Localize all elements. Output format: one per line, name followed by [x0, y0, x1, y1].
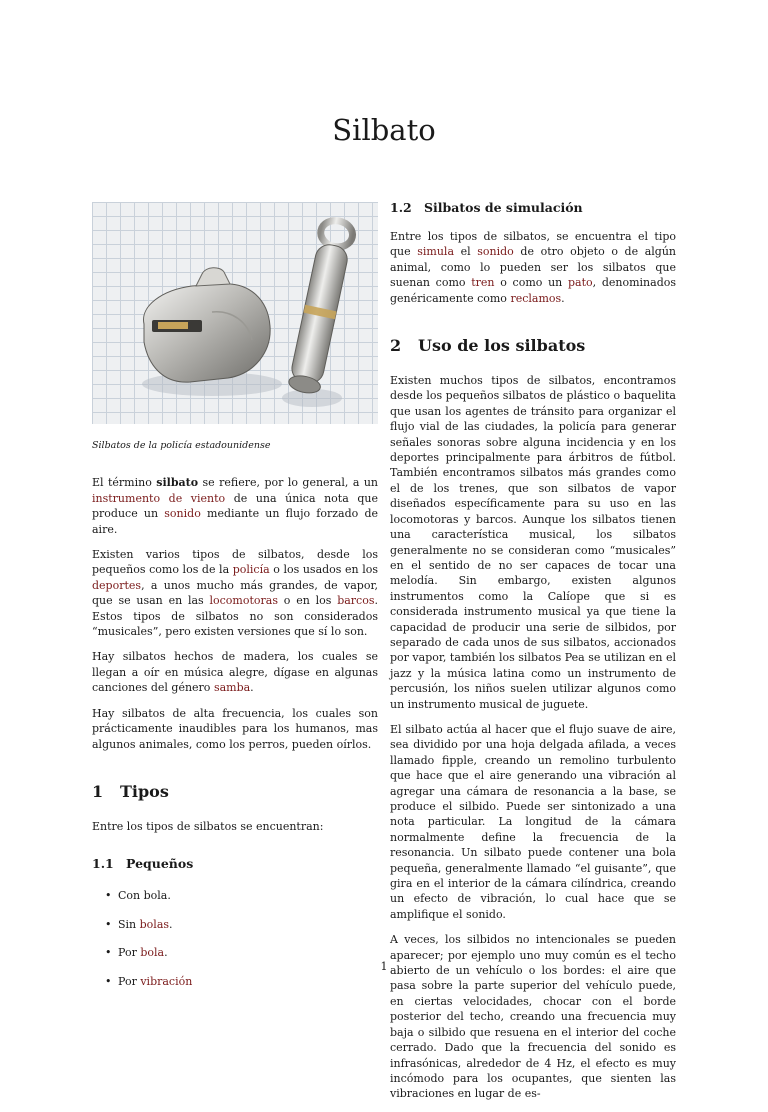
inline-link[interactable]: tren: [471, 276, 495, 290]
text-run: , denominados genéricamente como: [390, 276, 677, 305]
text-run: Por: [118, 946, 141, 960]
text-run: Por: [118, 974, 141, 988]
inline-link[interactable]: policía: [232, 563, 270, 577]
page-number: 1: [380, 960, 388, 973]
text-run: El término: [92, 476, 157, 490]
right-column: [390, 200, 676, 1112]
inline-link[interactable]: instrumento de viento: [92, 491, 226, 505]
inline-link[interactable]: bola: [140, 946, 165, 960]
text-run: de otro objeto o de algún animal, como lo pueden ser los silbatos que suenan como: [390, 245, 677, 290]
text-run: Entre los tipos de silbatos, se encuentra el tipo que: [390, 230, 676, 259]
subsection-title: Silbatos de simulación: [424, 200, 583, 215]
subsection-number: 1.2: [390, 200, 412, 215]
intro-paragraph-3: [92, 649, 378, 695]
tipos-paragraph: Entre los tipos de silbatos se encuentran:: [92, 819, 324, 833]
text-run: se refiere, por lo general, a un: [198, 476, 378, 490]
text-run: Existen varios tipos de silbatos, desde los pequeños como los de la: [92, 548, 378, 577]
subsection-heading-pequenos: [92, 856, 378, 871]
section-title: Uso de los silbatos: [418, 336, 586, 356]
inline-link[interactable]: deportes: [92, 578, 142, 592]
text-run: mediante un flujo forzado de aire.: [92, 507, 378, 536]
text-run: A veces, los silbidos no intencionales se pueden aparecer; por ejemplo uno muy común es el techo abierto de un vehículo o los bordes: el aire que pasa sobre la parte superior del vehículo puede, en ciertas velocidades, chocar con el borde posterior del techo, creando una frecuencia muy baja o silbido que resuena en el interior del coche cerrado. Dado que la frecuencia del sonido es infrasónicas, alrededor de 4 Hz, el efecto es muy incómodo para los ocupantes, que sienten las vibraciones en lugar de es-: [390, 933, 676, 1101]
intro-paragraph-2: [92, 547, 378, 639]
figure-caption: Silbatos de la policía estadounidense: [92, 440, 271, 451]
inline-link[interactable]: vibración: [140, 974, 193, 988]
text-run: Con bola.: [118, 889, 171, 903]
left-column: [92, 200, 378, 1002]
text-run: Sin: [118, 917, 140, 931]
list-item: [92, 888, 378, 903]
section-title: Tipos: [120, 781, 169, 801]
text-run: .: [250, 681, 254, 695]
list-item: [92, 917, 378, 932]
page-title: Silbato: [332, 113, 436, 147]
text-run: . Estos tipos de silbatos no son considerados “musicales”, pero existen versiones que sí lo son.: [92, 594, 378, 639]
uso-paragraph-1: [390, 373, 676, 712]
text-run: Hay silbatos de alta frecuencia, los cuales son prácticamente inaudibles para los humanos, mas algunos animales, como los perros, pueden oírlos.: [92, 706, 378, 751]
inline-link[interactable]: simula: [417, 245, 455, 259]
uso-paragraph-2: [390, 722, 676, 922]
uso-paragraph-3: [390, 932, 676, 1101]
subsection-number: 1.1: [92, 856, 114, 872]
text-run: el: [454, 245, 478, 259]
section-number: 1: [92, 781, 104, 801]
intro-paragraph-4: [92, 706, 378, 752]
text-run: , a unos mucho más grandes, de vapor, que se usan en las: [92, 578, 378, 608]
section-heading-uso: [390, 336, 676, 355]
text-run: .: [169, 917, 173, 931]
bold-term: silbato: [156, 476, 199, 490]
section-number: 2: [390, 336, 402, 356]
text-run: de una única nota que produce un: [92, 491, 378, 521]
text-run: o en los: [277, 594, 338, 608]
inline-link[interactable]: locomotoras: [209, 594, 278, 608]
text-run: Hay silbatos hechos de madera, los cuales se llegan a oír en música alegre, dígase en algunas canciones del género: [92, 650, 378, 695]
inline-link[interactable]: sonido: [477, 245, 514, 259]
simulacion-paragraph: [390, 229, 676, 306]
subsection-heading-simulacion: [390, 200, 676, 215]
inline-link[interactable]: reclamos: [510, 291, 562, 305]
whistles-illustration: [92, 202, 378, 424]
intro-paragraph-1: [92, 475, 378, 537]
list-item: [92, 945, 378, 960]
text-run: El silbato actúa al hacer que el flujo suave de aire, sea dividido por una hoja delgada afilada, a veces llamado fipple, creando un remolino turbulento que hace que el aire generando una vibración al agregar una cámara de resonancia a la base, se produce el silbido. Puede ser sintonizado a una nota particular. La longitud de la cámara normalmente define la frecuencia de la resonancia. Un silbato puede contener una bola pequeña, generalmente llamado “el guisante”, que gira en el interior de la cámara cilíndrica, creando un efecto de vibración, lo cual hace que se amplifique el sonido.: [390, 722, 676, 921]
inline-link[interactable]: sonido: [164, 507, 201, 521]
list-item: [92, 974, 378, 989]
section-heading-tipos: [92, 782, 378, 801]
inline-link[interactable]: bolas: [139, 917, 170, 931]
subsection-title: Pequeños: [126, 856, 194, 872]
inline-link[interactable]: samba: [213, 681, 251, 695]
tipos-list: [92, 888, 378, 989]
text-run: o como un: [494, 276, 568, 290]
text-run: .: [164, 946, 168, 960]
inline-link[interactable]: pato: [567, 276, 593, 290]
whistles-photo: [92, 202, 378, 424]
inline-link[interactable]: barcos: [337, 594, 375, 608]
text-run: o los usados en los: [269, 563, 378, 577]
text-run: Existen muchos tipos de silbatos, encontramos desde los pequeños silbatos de plástico o baquelita que usan los agentes de tránsito para organizar el flujo vial de las ciudades, la policía para generar señales sonoras sobre alguna incidencia y en los deportes principalmente para árbitros de fútbol. También encontramos silbatos más grandes como el de los trenes, que son silbatos de vapor diseñados específicamente para su uso en las locomotoras y barcos. Aunque los silbatos tienen una característica musical, los silbatos generalmente no se consideran como “musicales” en el sentido de no ser capaces de tocar una melodía. Sin embargo, existen algunos instrumentos como la Calíope que si es considerada instrumento musical ya que tiene la capacidad de producir una serie de silbidos, por separado de cada unos de sus silbatos, accionados por vapor, también los silbatos Pea se utilizan en el jazz y la música latina como un instrumento de percusión, los niños suelen utilizar algunos como un instrumento musical de juguete.: [390, 374, 676, 711]
text-run: .: [561, 291, 565, 305]
